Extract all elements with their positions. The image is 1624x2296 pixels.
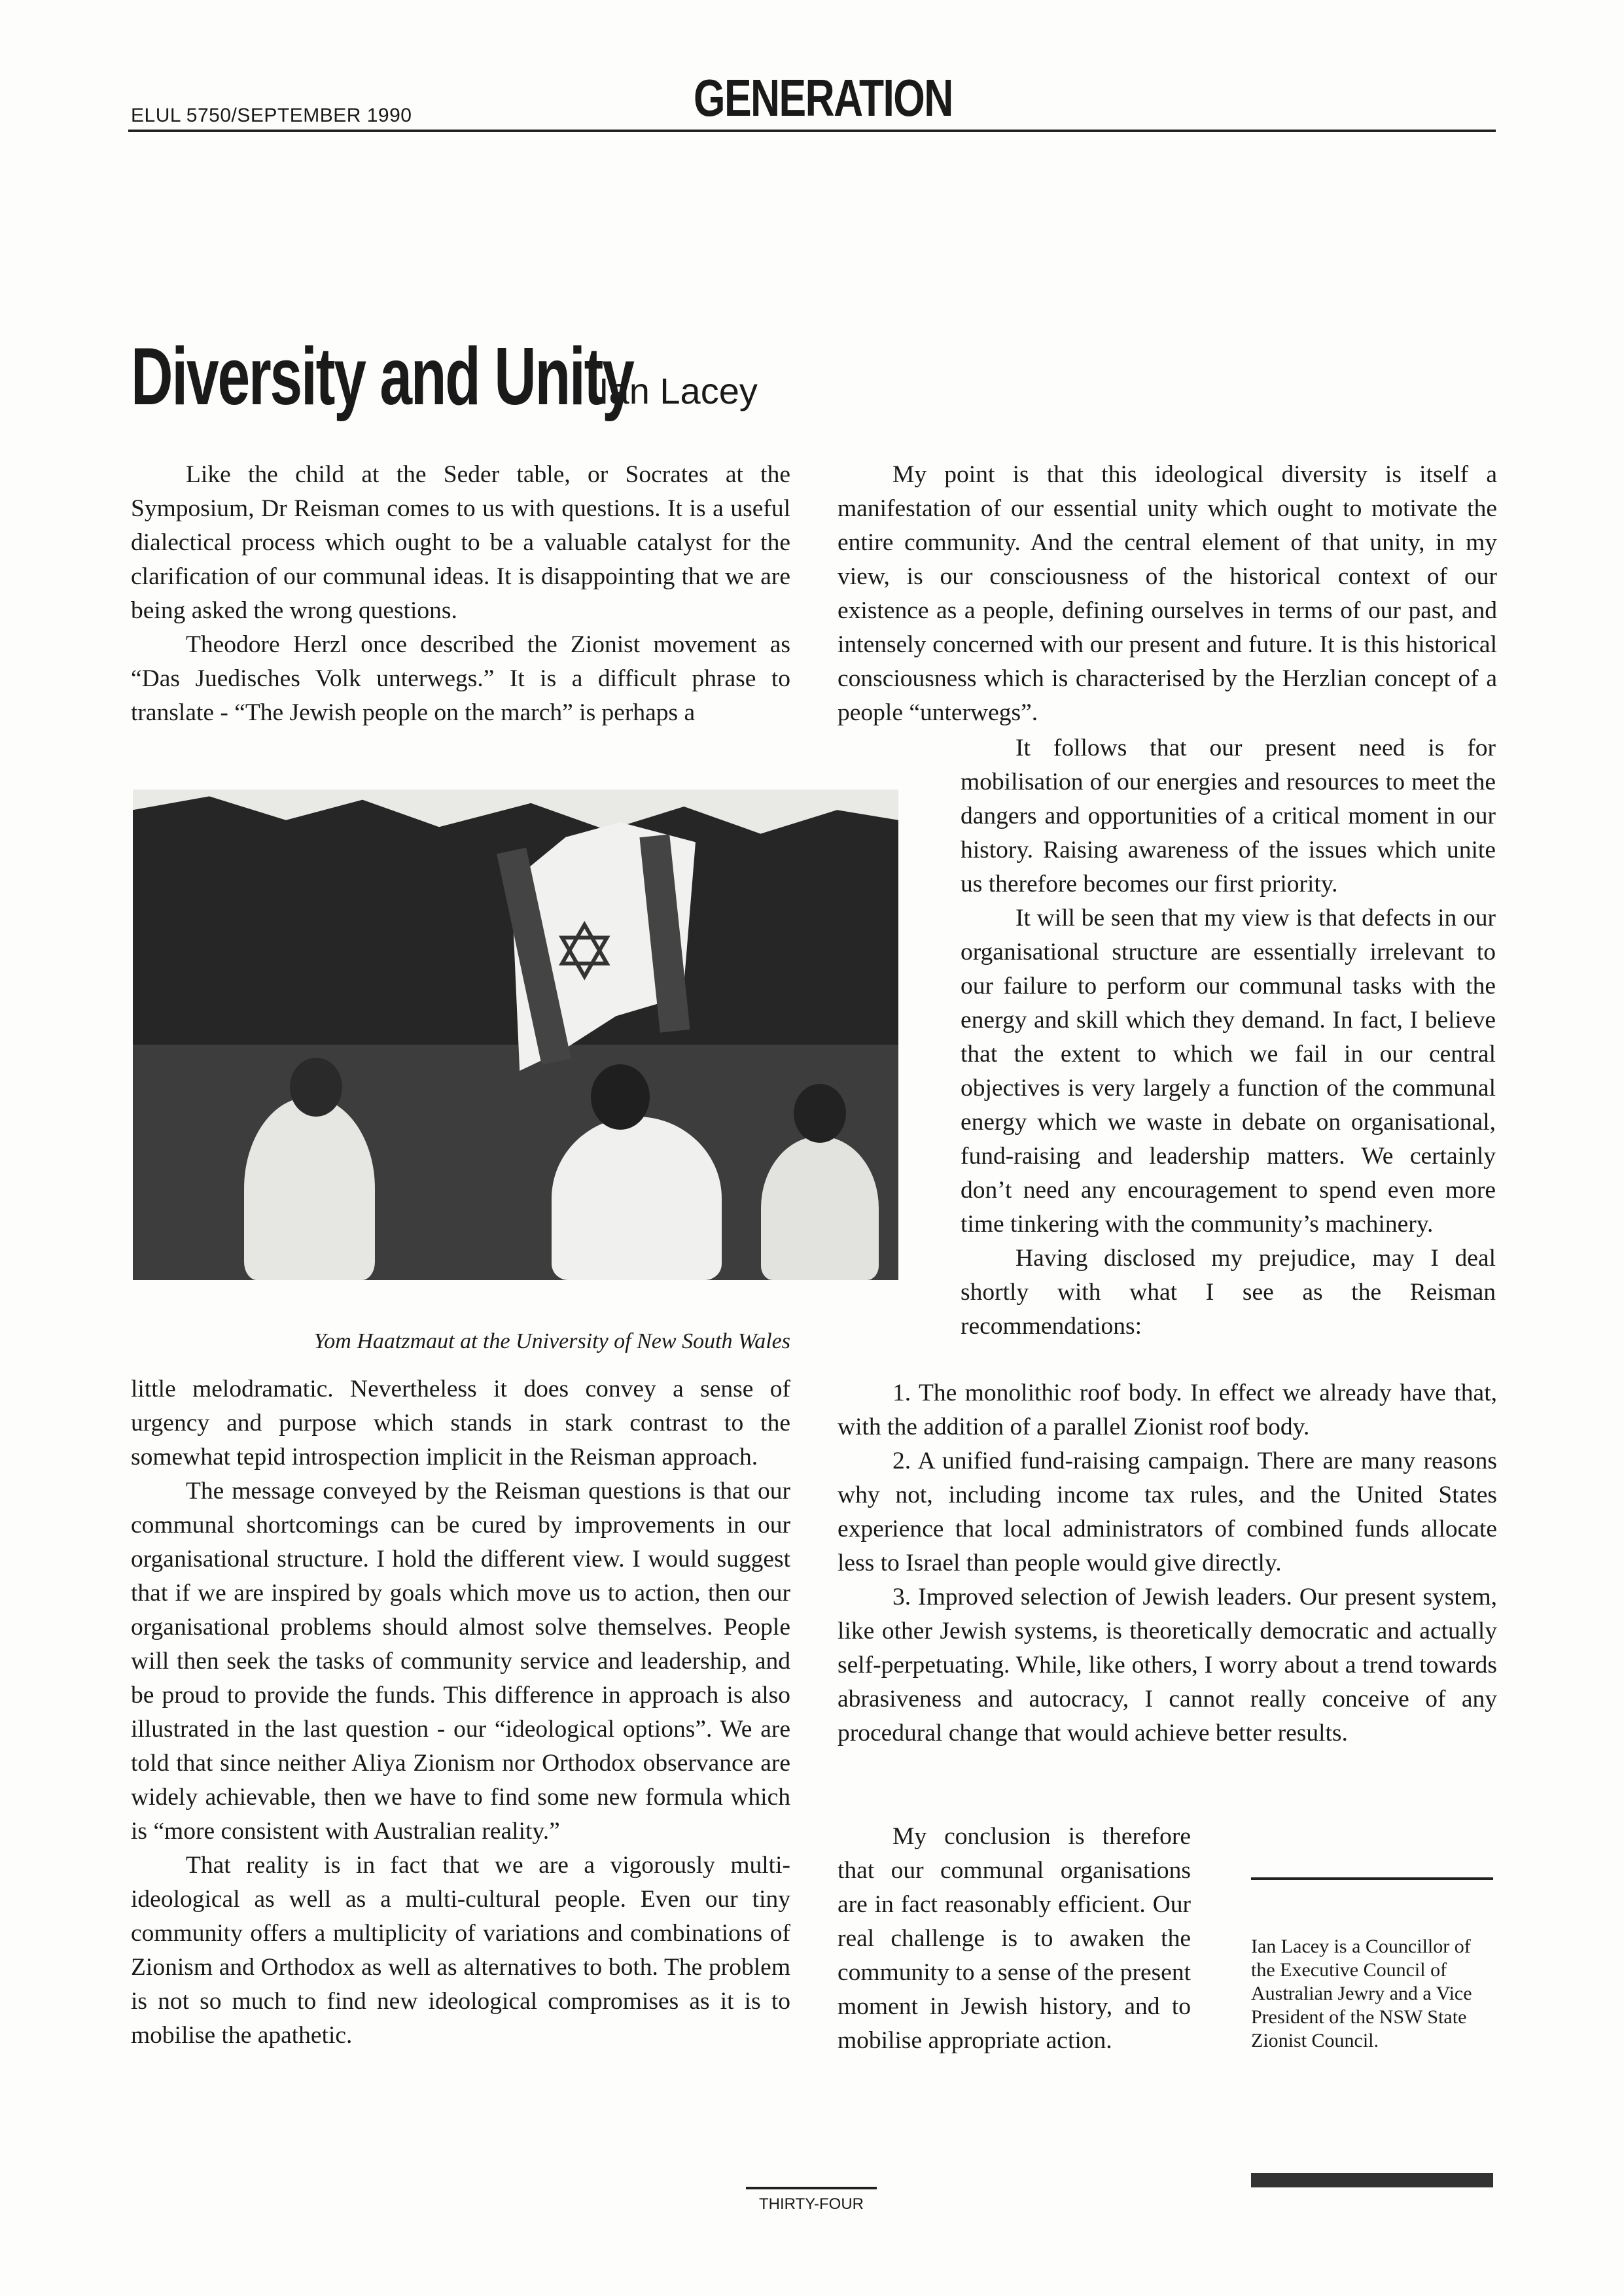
paragraph: little melodramatic. Nevertheless it does convey a sense of urgency and purpose which stands in stark contrast to the somewhat tepid introspection implicit in the Reisman approach. (131, 1376, 790, 1470)
photo: ✡ (133, 790, 898, 1280)
list-item: 1. The monolithic roof body. In effect we already have that, with the addition of a parallel Zionist roof body. (838, 1380, 1497, 1440)
bio-rule-bottom (1251, 2173, 1493, 2187)
paragraph: My conclusion is therefore that our communal organisations are in fact reasonably efficient. Our real challenge is to awaken the community to a sense of the present moment in Jewish history, and to mobilise appropriate action. (838, 1823, 1191, 2054)
paragraph: Theodore Herzl once described the Zionist movement as “Das Juedisches Volk unterwegs.” It is a difficult phrase to translate - “The Jewish people on the march” is perhaps a (131, 631, 790, 726)
photo-caption: Yom Haatzmaut at the University of New South Wales (313, 1329, 790, 1353)
paragraph: My point is that this ideological diversity is itself a manifestation of our essential unity which ought to motivate the entire community. And the central element of that unity, in my view, is our consciousness of the historical context of our existence as a people, defining ourselves in terms of our past, and intensely concerned with our present and future. It is this historical consciousness which is characterised by the Herzlian concept of a people “unterwegs”. (838, 461, 1497, 726)
list-item: 2. A unified fund-raising campaign. There are many reasons why not, including income tax rules, and the United States experience that local administrators of combined funds allocate less to Israel than people would give directly. (838, 1448, 1497, 1576)
author-bio: Ian Lacey is a Councillor of the Executive Council of Australian Jewry and a Vice President of the NSW State Zionist Council. (1251, 1936, 1472, 2051)
paragraph: It follows that our present need is for mobilisation of our energies and resources to meet the dangers and opportunities of a critical moment in our history. Raising awareness of the issues which unite us therefore becomes our first priority. (961, 735, 1496, 897)
left-column-bottom (131, 1372, 790, 2053)
article-title: Diversity and Unity (131, 332, 633, 422)
paragraph: The message conveyed by the Reisman questions is that our communal shortcomings can be cured by improvements in our organisational structure. I hold the different view. I would suggest that if we are inspired by goals which move us to action, then our organisational problems should almost solve themselves. People will then seek the tasks of community service and leadership, and be proud to provide the funds. This difference in approach is also illustrated in the last question - our “ideological options”. We are told that since neither Aliya Zionism nor Orthodox observance are widely achievable, then we have to find some new formula which is “more consistent with Australian reality.” (131, 1478, 790, 1845)
issue-date: ELUL 5750/SEPTEMBER 1990 (131, 105, 412, 126)
recommendations-list (838, 1376, 1497, 1750)
right-column-beside-photo (961, 731, 1496, 1344)
paragraph: Having disclosed my prejudice, may I deal shortly with what I see as the Reisman recommendations: (961, 1245, 1496, 1340)
paragraph: It will be seen that my view is that defects in our organisational structure are essentially irrelevant to our failure to perform our communal tasks with the energy and skill which they demand. In fact, I believe that the extent to which we fail in our central objectives is very largely a function of the communal energy which we waste in debate on organisational, fund-raising and leadership matters. We certainly don’t need any encouragement to spend even more time tinkering with the community’s machinery. (961, 905, 1496, 1238)
bio-rule-top (1251, 1877, 1493, 1880)
conclusion (838, 1820, 1191, 2058)
paragraph: Like the child at the Seder table, or Socrates at the Symposium, Dr Reisman comes to us with questions. It is a useful dialectical process which ought to be a valuable catalyst for the clarification of our communal ideas. It is disappointing that we are being asked the wrong questions. (131, 461, 790, 624)
header-rule (128, 130, 1496, 132)
page-number: THIRTY-FOUR (758, 2195, 864, 2213)
left-column-top (131, 458, 790, 730)
folio-rule (746, 2187, 877, 2189)
magazine-title: GENERATION (694, 69, 953, 127)
right-column-top (838, 458, 1497, 730)
paragraph: That reality is in fact that we are a vigorously multi-ideological as well as a multi-cultural people. Even our tiny community offers a multiplicity of variations and combinations of Zionism and Orthodox as well as alternatives to both. The problem is not so much to find new ideological compromises as it is to mobilise the apathetic. (131, 1852, 790, 2049)
list-item: 3. Improved selection of Jewish leaders. Our present system, like other Jewish systems, is theoretically democratic and actually self-perpetuating. While, like others, I worry about a trend towards abrasiveness and autocracy, I cannot really conceive of any procedural change that would achieve better results. (838, 1584, 1497, 1747)
article-author: Ian Lacey (599, 370, 758, 411)
